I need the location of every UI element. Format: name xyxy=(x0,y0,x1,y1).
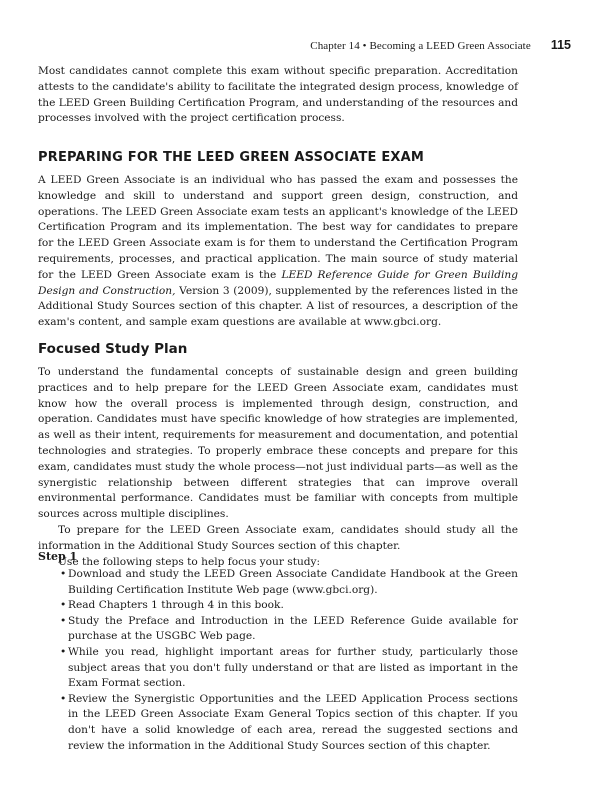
list-item xyxy=(38,567,518,598)
focused-study-paragraph-2: To prepare for the LEED Green Associate exam, candidates should study all the information in the Additional Study Sources section of this chapter. xyxy=(38,523,518,552)
section-heading-preparing: PREPARING FOR THE LEED GREEN ASSOCIATE EXAM xyxy=(38,150,425,165)
running-title: Chapter 14 • Becoming a LEED Green Associate xyxy=(310,40,531,52)
bullet-icon: • xyxy=(60,599,67,612)
preparing-text-part2: Version 3 (2009), supplemented by the references listed in the Additional Study Sources section of this chapter. A list of resources, a description of the exam's content, and sample exam questions are available at www.gbci.org. xyxy=(38,284,518,329)
step-1-heading: Step 1 xyxy=(38,550,78,563)
preparing-text-part1: A LEED Green Associate is an individual who has passed the exam and possesses the knowledge and skill to understand and support green design, construction, and operations. The LEED Green Associate exam tests an applicant's knowledge of the LEED Certification Program and its implementation. The best way for candidates to prepare for the LEED Green Associate exam is for them to understand the Certification Program requirements, processes, and practical application. The main source of study material for the LEED Green Associate exam is the xyxy=(38,174,518,281)
list-item-text: Read Chapters 1 through 4 in this book. xyxy=(68,599,284,612)
list-item xyxy=(38,692,518,754)
bullet-icon: • xyxy=(60,614,67,627)
list-item-text: While you read, highlight important areas for further study, particularly those subject areas that you don't fully understand or that are listed as important in the Exam Format section. xyxy=(68,645,518,690)
bullet-icon: • xyxy=(60,568,67,580)
list-item-text: Study the Preface and Introduction in the LEED Reference Guide available for purchase at the USGBC Web page. xyxy=(68,614,518,643)
intro-paragraph: Most candidates cannot complete this exam without specific preparation. Accreditation attests to the candidate's ability to facilitate the integrated design process, knowledge of the LEED Green Building Certification Program, and understanding of the resources and processes involved with the project certification process. xyxy=(38,65,518,125)
list-item xyxy=(38,598,518,614)
running-header xyxy=(310,38,571,52)
focused-study-paragraph-3: Use the following steps to help focus your study: xyxy=(58,555,321,568)
page-number: 115 xyxy=(550,38,571,52)
list-item-text: Review the Synergistic Opportunities and the LEED Application Process sections in the LEED Green Associate Exam General Topics section of this chapter. If you don't have a solid knowledge of each area, reread the suggested sections and review the information in the Additional Study Sources section of this chapter. xyxy=(68,692,518,752)
focused-study-body xyxy=(38,365,518,570)
bullet-icon: • xyxy=(60,645,67,658)
list-item xyxy=(38,614,518,645)
bullet-icon: • xyxy=(60,692,67,705)
step-1-list xyxy=(38,567,518,754)
focused-study-paragraph-1: To understand the fundamental concepts of sustainable design and green building practices and to help prepare for the LEED Green Associate exam, candidates must know how the overall process is implemented through design, construction, and operation. Candidates must have specific knowledge of how strategies are implemented, as well as their intent, requirements for measurement and documentation, and potential technologies and strategies. To properly embrace these concepts and prepare for this exam, candidates must study the whole process—not just individual parts—as well as the synergistic relationship between different strategies that can improve overall environmental performance. Candidates must be familiar with concepts from multiple sources across multiple disciplines. xyxy=(38,366,518,521)
preparing-paragraph xyxy=(38,173,518,331)
reference-guide-title: LEED Reference Guide for Green Building Design and Construction, xyxy=(38,268,518,297)
section-heading-focused-study: Focused Study Plan xyxy=(38,341,188,357)
list-item-text: Download and study the LEED Green Associate Candidate Handbook at the Green Building Certification Institute Web page (www.gbci.org). xyxy=(68,568,518,596)
list-item xyxy=(38,645,518,692)
